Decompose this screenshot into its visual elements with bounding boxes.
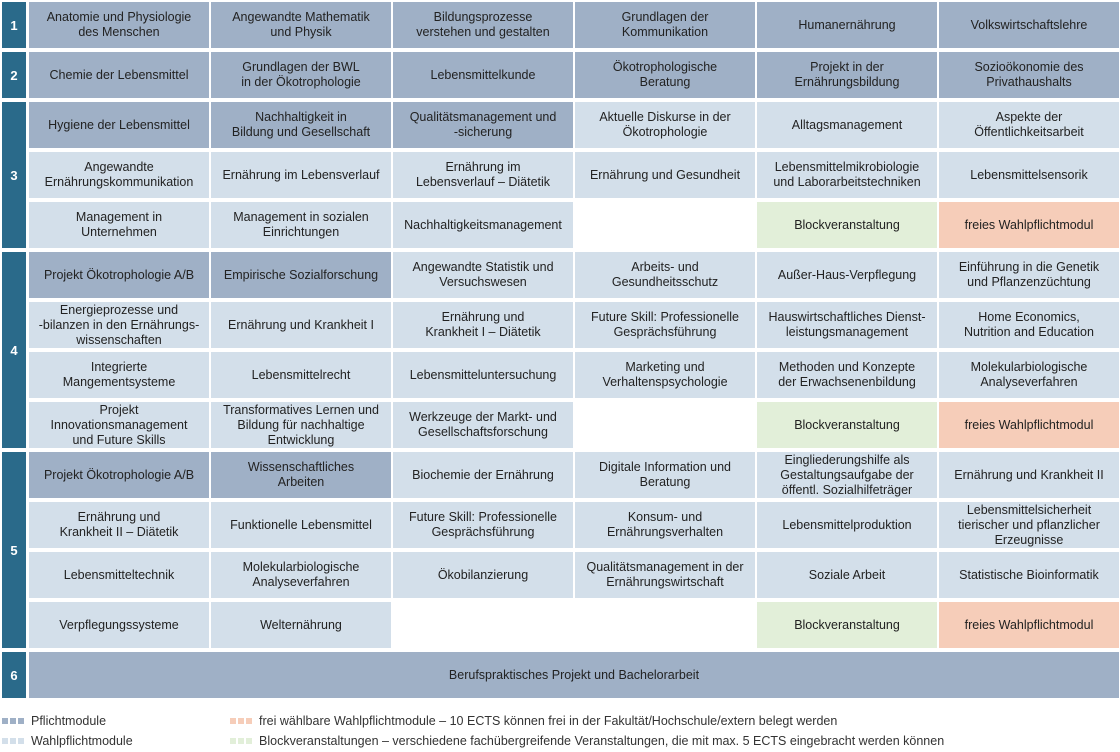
wahlpflichtmodul-cell: Angewandte Statistik und Versuchswesen xyxy=(393,252,573,298)
pflichtmodul-cell: Humanernährung xyxy=(757,2,937,48)
freies-wahlpflichtmodul-cell: freies Wahlpflichtmodul xyxy=(939,202,1119,248)
semester-number: 2 xyxy=(2,52,26,98)
wahlpflichtmodul-cell: Integrierte Mangementsysteme xyxy=(29,352,209,398)
wahlpflichtmodul-cell: Molekularbiologische Analyseverfahren xyxy=(211,552,391,598)
legend-swatch-pflicht xyxy=(2,718,26,724)
wahlpflichtmodul-cell: Ernährung und Krankheit I – Diätetik xyxy=(393,302,573,348)
pflichtmodul-cell: Angewandte Mathematik und Physik xyxy=(211,2,391,48)
pflichtmodul-cell: Projekt Ökotrophologie A/B xyxy=(29,252,209,298)
wahlpflichtmodul-cell: Lebensmittelmikrobiologie und Laborarbeitstechniken xyxy=(757,152,937,198)
pflichtmodul-cell: Projekt in der Ernährungsbildung xyxy=(757,52,937,98)
wahlpflichtmodul-cell: Aspekte der Öffentlichkeitsarbeit xyxy=(939,102,1119,148)
wahlpflichtmodul-cell: Digitale Information und Beratung xyxy=(575,452,755,498)
wahlpflichtmodul-cell: Alltagsmanagement xyxy=(757,102,937,148)
pflichtmodul-cell: Qualitätsmanagement und -sicherung xyxy=(393,102,573,148)
wahlpflichtmodul-cell: Lebensmittelsicherheit tierischer und pflanzlicher Erzeugnisse xyxy=(939,502,1119,548)
semester-number: 5 xyxy=(2,452,26,648)
semester-number: 4 xyxy=(2,252,26,448)
empty-cell xyxy=(575,202,755,248)
wahlpflichtmodul-cell: Einführung in die Genetik und Pflanzenzüchtung xyxy=(939,252,1119,298)
semester-number: 3 xyxy=(2,102,26,248)
wahlpflichtmodul-cell: Außer-Haus-Verpflegung xyxy=(757,252,937,298)
pflichtmodul-cell: Wissenschaftliches Arbeiten xyxy=(211,452,391,498)
wahlpflichtmodul-cell: Ernährung und Krankheit I xyxy=(211,302,391,348)
pflichtmodul-cell: Ökotrophologische Beratung xyxy=(575,52,755,98)
pflichtmodul-cell: Berufspraktisches Projekt und Bachelorarbeit xyxy=(29,652,1119,698)
blockveranstaltung-cell: Blockveranstaltung xyxy=(757,402,937,448)
pflichtmodul-cell: Volkswirtschaftslehre xyxy=(939,2,1119,48)
blockveranstaltung-cell: Blockveranstaltung xyxy=(757,202,937,248)
wahlpflichtmodul-cell: Methoden und Konzepte der Erwachsenenbildung xyxy=(757,352,937,398)
wahlpflichtmodul-cell: Soziale Arbeit xyxy=(757,552,937,598)
legend-label: Blockveranstaltungen – verschiedene fachübergreifende Veranstaltungen, die mit max. 5 ECTS eingebracht werden können xyxy=(259,734,945,748)
blockveranstaltung-cell: Blockveranstaltung xyxy=(757,602,937,648)
pflichtmodul-cell: Nachhaltigkeit in Bildung und Gesellschaft xyxy=(211,102,391,148)
legend-swatch-block xyxy=(230,738,254,744)
legend-swatch-frei xyxy=(230,718,254,724)
wahlpflichtmodul-cell: Werkzeuge der Markt- und Gesellschaftsforschung xyxy=(393,402,573,448)
pflichtmodul-cell: Sozioökonomie des Privathaushalts xyxy=(939,52,1119,98)
legend-label: Wahlpflichtmodule xyxy=(31,734,133,748)
wahlpflichtmodul-cell: Ernährung im Lebensverlauf – Diätetik xyxy=(393,152,573,198)
wahlpflichtmodul-cell: Statistische Bioinformatik xyxy=(939,552,1119,598)
wahlpflichtmodul-cell: Ökobilanzierung xyxy=(393,552,573,598)
wahlpflichtmodul-cell: Lebensmitteltechnik xyxy=(29,552,209,598)
wahlpflichtmodul-cell: Projekt Innovationsmanagement und Future Skills xyxy=(29,402,209,448)
empty-cell xyxy=(575,402,755,448)
wahlpflichtmodul-cell: Hauswirtschaftliches Dienst- leistungsmanagement xyxy=(757,302,937,348)
wahlpflichtmodul-cell: Ernährung und Krankheit II xyxy=(939,452,1119,498)
wahlpflichtmodul-cell: Marketing und Verhaltenspsychologie xyxy=(575,352,755,398)
wahlpflichtmodul-cell: Aktuelle Diskurse in der Ökotrophologie xyxy=(575,102,755,148)
pflichtmodul-cell: Lebensmittelkunde xyxy=(393,52,573,98)
pflichtmodul-cell: Empirische Sozialforschung xyxy=(211,252,391,298)
legend-frei xyxy=(230,714,837,728)
legend-wahlpflicht xyxy=(2,734,133,748)
wahlpflichtmodul-cell: Ernährung und Krankheit II – Diätetik xyxy=(29,502,209,548)
wahlpflichtmodul-cell: Future Skill: Professionelle Gesprächsführung xyxy=(393,502,573,548)
empty-cell xyxy=(575,602,755,648)
wahlpflichtmodul-cell: Lebensmittelsensorik xyxy=(939,152,1119,198)
pflichtmodul-cell: Projekt Ökotrophologie A/B xyxy=(29,452,209,498)
freies-wahlpflichtmodul-cell: freies Wahlpflichtmodul xyxy=(939,602,1119,648)
wahlpflichtmodul-cell: Ernährung und Gesundheit xyxy=(575,152,755,198)
pflichtmodul-cell: Grundlagen der BWL in der Ökotrophologie xyxy=(211,52,391,98)
pflichtmodul-cell: Grundlagen der Kommunikation xyxy=(575,2,755,48)
pflichtmodul-cell: Hygiene der Lebensmittel xyxy=(29,102,209,148)
legend-label: Pflichtmodule xyxy=(31,714,107,728)
freies-wahlpflichtmodul-cell: freies Wahlpflichtmodul xyxy=(939,402,1119,448)
wahlpflichtmodul-cell: Eingliederungshilfe als Gestaltungsaufgabe der öffentl. Sozialhilfeträger xyxy=(757,452,937,498)
wahlpflichtmodul-cell: Molekularbiologische Analyseverfahren xyxy=(939,352,1119,398)
pflichtmodul-cell: Anatomie und Physiologie des Menschen xyxy=(29,2,209,48)
wahlpflichtmodul-cell: Biochemie der Ernährung xyxy=(393,452,573,498)
wahlpflichtmodul-cell: Welternährung xyxy=(211,602,391,648)
wahlpflichtmodul-cell: Lebensmittelrecht xyxy=(211,352,391,398)
legend-pflicht xyxy=(2,714,106,728)
wahlpflichtmodul-cell: Home Economics, Nutrition and Education xyxy=(939,302,1119,348)
wahlpflichtmodul-cell: Lebensmittelproduktion xyxy=(757,502,937,548)
wahlpflichtmodul-cell: Qualitätsmanagement in der Ernährungswirtschaft xyxy=(575,552,755,598)
wahlpflichtmodul-cell: Verpflegungssysteme xyxy=(29,602,209,648)
legend-swatch-wahlpflicht xyxy=(2,738,26,744)
semester-number: 1 xyxy=(2,2,26,48)
wahlpflichtmodul-cell: Transformatives Lernen und Bildung für nachhaltige Entwicklung xyxy=(211,402,391,448)
wahlpflichtmodul-cell: Lebensmitteluntersuchung xyxy=(393,352,573,398)
wahlpflichtmodul-cell: Nachhaltigkeitsmanagement xyxy=(393,202,573,248)
wahlpflichtmodul-cell: Energieprozesse und -bilanzen in den Ernährungs- wissenschaften xyxy=(29,302,209,348)
wahlpflichtmodul-cell: Management in Unternehmen xyxy=(29,202,209,248)
legend-block xyxy=(230,734,944,748)
legend-label: frei wählbare Wahlpflichtmodule – 10 ECTS können frei in der Fakultät/Hochschule/extern belegt werden xyxy=(259,714,838,728)
semester-number: 6 xyxy=(2,652,26,698)
wahlpflichtmodul-cell: Konsum- und Ernährungsverhalten xyxy=(575,502,755,548)
wahlpflichtmodul-cell: Funktionelle Lebensmittel xyxy=(211,502,391,548)
pflichtmodul-cell: Bildungsprozesse verstehen und gestalten xyxy=(393,2,573,48)
wahlpflichtmodul-cell: Angewandte Ernährungskommunikation xyxy=(29,152,209,198)
pflichtmodul-cell: Chemie der Lebensmittel xyxy=(29,52,209,98)
wahlpflichtmodul-cell: Future Skill: Professionelle Gesprächsführung xyxy=(575,302,755,348)
empty-cell xyxy=(393,602,573,648)
wahlpflichtmodul-cell: Ernährung im Lebensverlauf xyxy=(211,152,391,198)
wahlpflichtmodul-cell: Management in sozialen Einrichtungen xyxy=(211,202,391,248)
wahlpflichtmodul-cell: Arbeits- und Gesundheitsschutz xyxy=(575,252,755,298)
